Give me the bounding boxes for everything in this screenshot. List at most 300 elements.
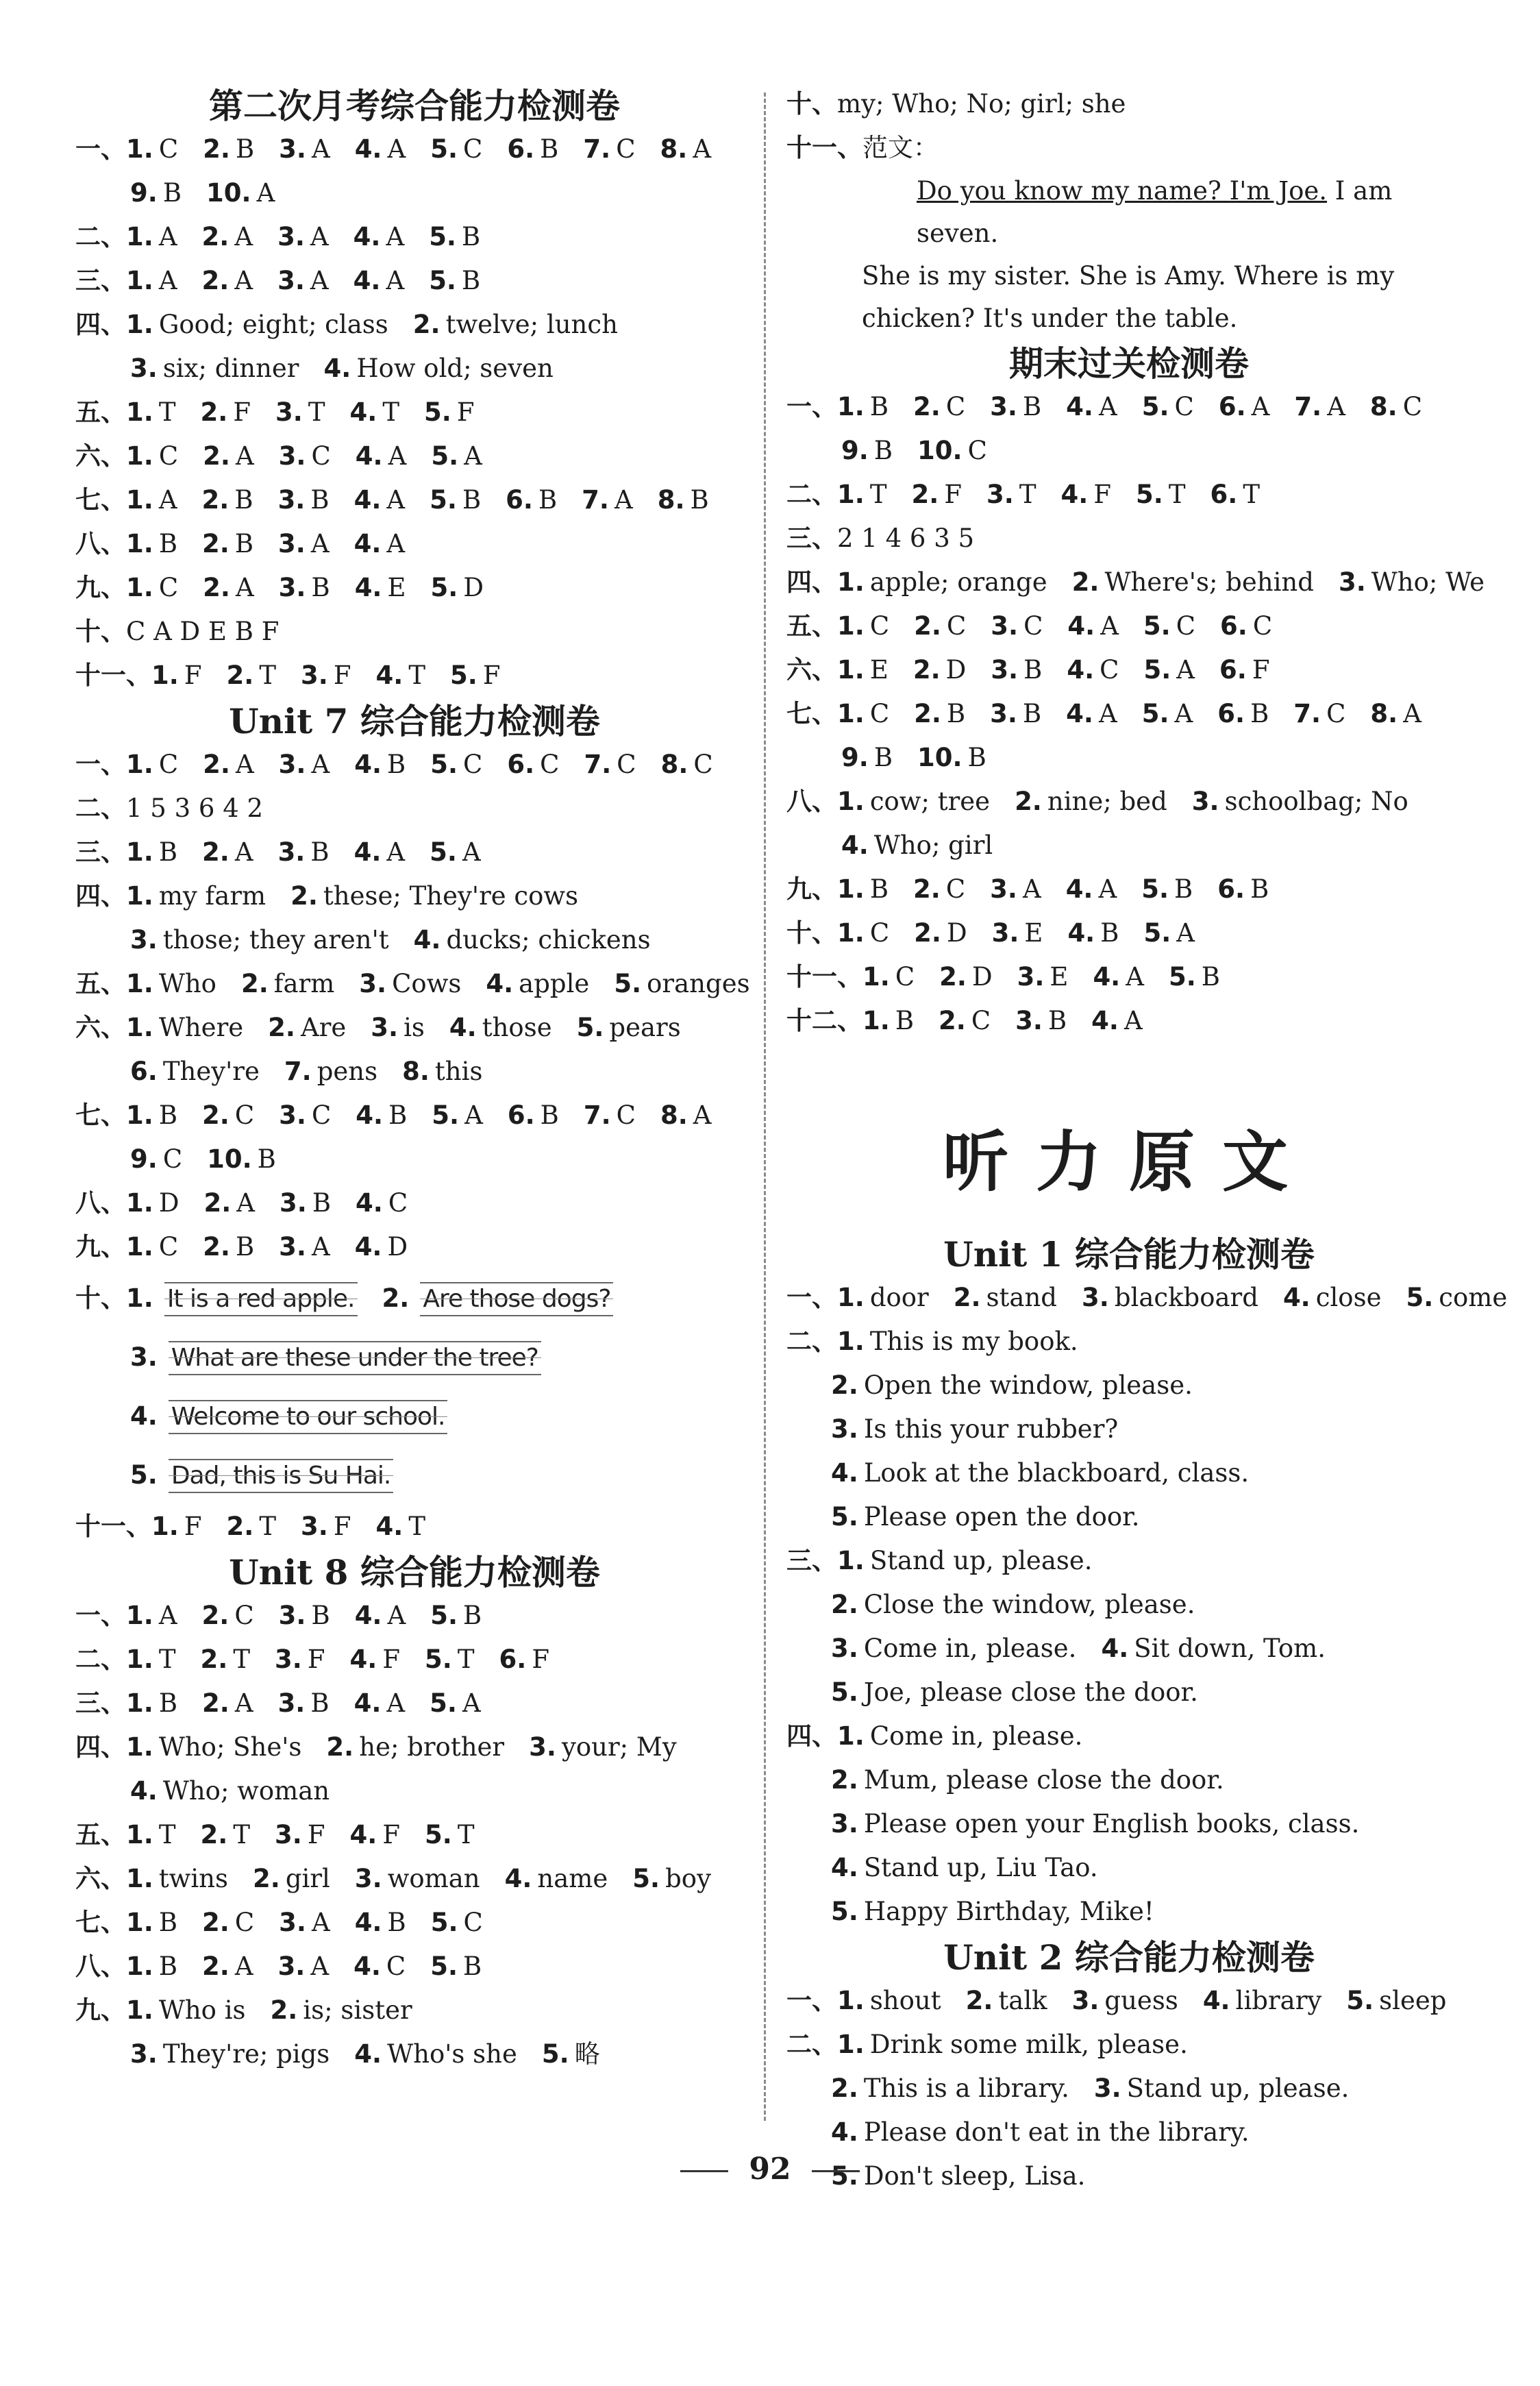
answer-line bbox=[786, 868, 1471, 911]
answer-item bbox=[354, 529, 406, 558]
answer-item bbox=[431, 441, 482, 471]
item-number: 7. bbox=[583, 134, 611, 164]
item-answer: Please don't eat in the library. bbox=[863, 2117, 1250, 2147]
item-answer: T bbox=[308, 397, 325, 427]
item-answer: C A D E B F bbox=[126, 617, 280, 646]
answer-item bbox=[280, 1188, 331, 1218]
answer-item bbox=[1061, 480, 1112, 509]
item-number: 2. bbox=[200, 1820, 228, 1849]
item-number: 2. bbox=[201, 1601, 229, 1630]
item-number: 4. bbox=[353, 837, 382, 867]
question-label: 四、 bbox=[75, 881, 126, 911]
item-answer: A bbox=[158, 485, 177, 515]
answer-item bbox=[577, 1013, 681, 1042]
answer-item bbox=[831, 1590, 1195, 1619]
item-answer: A bbox=[235, 750, 254, 779]
answer-item bbox=[831, 2074, 1069, 2103]
item-number: 1. bbox=[837, 1327, 865, 1356]
item-answer: T bbox=[259, 1512, 276, 1541]
question-label: 六、 bbox=[75, 1013, 126, 1042]
item-answer: B bbox=[1022, 699, 1042, 728]
question-label: 五、 bbox=[75, 969, 126, 998]
answer-item bbox=[201, 1820, 251, 1849]
answer-item bbox=[841, 743, 893, 772]
answer-item bbox=[1067, 655, 1119, 685]
answer-item bbox=[507, 134, 558, 164]
answer-item bbox=[202, 1688, 253, 1718]
answer-line bbox=[75, 391, 754, 434]
item-answer: A bbox=[386, 222, 405, 251]
answer-line bbox=[786, 82, 1471, 126]
answer-item bbox=[831, 1502, 1140, 1532]
section-midterm-tail bbox=[786, 82, 1471, 170]
answer-line bbox=[786, 1890, 1471, 1934]
answer-item bbox=[301, 661, 351, 690]
item-number: 2. bbox=[203, 1232, 230, 1262]
item-answer: T bbox=[233, 1645, 250, 1674]
answer-item bbox=[207, 1144, 276, 1174]
answer-item bbox=[126, 1864, 228, 1893]
answer-item bbox=[353, 1952, 406, 1981]
item-number: 5. bbox=[1143, 918, 1171, 948]
answer-item bbox=[1143, 918, 1195, 948]
section-unit7 bbox=[75, 698, 754, 1269]
item-answer: B bbox=[463, 1952, 482, 1981]
answer-item bbox=[450, 661, 501, 690]
item-answer: C bbox=[158, 750, 179, 779]
answer-item bbox=[991, 655, 1042, 685]
essay-line2: She is my sister. She is Amy. Where is my bbox=[862, 261, 1395, 291]
item-answer: A bbox=[462, 1688, 481, 1718]
answer-item bbox=[271, 1995, 412, 2025]
item-number: 4. bbox=[1060, 480, 1089, 509]
item-number: 3. bbox=[354, 1864, 382, 1893]
item-answer: F bbox=[184, 1512, 202, 1541]
answer-item bbox=[914, 918, 967, 948]
question-label: 三、 bbox=[786, 524, 837, 553]
item-answer: F bbox=[382, 1820, 400, 1849]
item-number: 2. bbox=[226, 1512, 254, 1541]
answer-item bbox=[837, 524, 974, 553]
answer-item bbox=[376, 1512, 426, 1541]
answer-item bbox=[1136, 480, 1186, 509]
item-number: 2. bbox=[326, 1732, 354, 1762]
answer-line bbox=[786, 1539, 1471, 1583]
right-column bbox=[786, 82, 1508, 2198]
item-number: 4. bbox=[353, 485, 382, 515]
answer-item bbox=[841, 831, 993, 860]
question-label: 八、 bbox=[75, 1188, 126, 1218]
item-number: 1. bbox=[837, 874, 865, 904]
item-number: 5. bbox=[430, 1688, 457, 1718]
item-answer: Who; She's bbox=[158, 1732, 302, 1762]
item-answer: C bbox=[1176, 611, 1196, 641]
item-number: 3. bbox=[278, 750, 306, 779]
answer-item bbox=[1094, 2074, 1350, 2103]
question-label: 七、 bbox=[786, 699, 837, 728]
answer-item bbox=[202, 1100, 254, 1130]
item-number: 2. bbox=[939, 1006, 966, 1035]
answer-item bbox=[542, 2039, 600, 2069]
answer-item bbox=[414, 925, 651, 955]
item-number: 5. bbox=[431, 441, 459, 471]
item-number: 4. bbox=[349, 1820, 377, 1849]
answer-item bbox=[584, 1100, 636, 1130]
item-number: 2. bbox=[914, 611, 941, 641]
item-number: 4. bbox=[353, 529, 382, 558]
item-number: 2. bbox=[203, 1188, 232, 1218]
item-answer: Please open your English books, class. bbox=[863, 1809, 1360, 1838]
item-number: 1. bbox=[126, 1013, 153, 1042]
item-answer: T bbox=[408, 661, 425, 690]
item-number: 5. bbox=[430, 573, 458, 602]
answer-line bbox=[786, 517, 1471, 561]
item-number: 1. bbox=[837, 699, 865, 728]
item-answer: B bbox=[310, 485, 330, 515]
item-answer: C bbox=[946, 611, 967, 641]
answer-line bbox=[75, 1225, 754, 1269]
item-number: 1. bbox=[126, 969, 153, 998]
item-answer: those bbox=[482, 1013, 552, 1042]
item-answer: my; Who; No; girl; she bbox=[837, 89, 1126, 119]
answer-line bbox=[75, 347, 754, 391]
answer-line bbox=[75, 303, 754, 347]
item-answer: B bbox=[387, 750, 406, 779]
item-answer: Who; woman bbox=[162, 1776, 330, 1806]
answer-item bbox=[986, 480, 1036, 509]
item-number: 3. bbox=[277, 1952, 306, 1981]
item-number: 2. bbox=[382, 1283, 410, 1313]
item-answer: A bbox=[1098, 699, 1117, 728]
handwritten-answer: What are these under the tree? bbox=[169, 1341, 541, 1375]
item-number: 2. bbox=[913, 874, 941, 904]
item-answer: A bbox=[386, 837, 406, 867]
answer-item bbox=[355, 1864, 480, 1893]
handwritten-answer: Dad, this is Su Hai. bbox=[169, 1459, 394, 1493]
answer-item bbox=[831, 1634, 1076, 1663]
item-number: 3. bbox=[990, 874, 1017, 904]
item-answer: B bbox=[235, 1232, 255, 1262]
answer-line bbox=[75, 1682, 754, 1725]
item-number: 5. bbox=[425, 1820, 452, 1849]
item-number: 2. bbox=[202, 837, 229, 867]
item-number: 2. bbox=[290, 881, 318, 911]
item-number: 1. bbox=[837, 1546, 865, 1575]
item-number: 5. bbox=[430, 485, 457, 515]
answer-item bbox=[837, 874, 889, 904]
answer-item bbox=[424, 397, 475, 427]
section-unit8 bbox=[75, 1549, 754, 2076]
handwritten-answer: Welcome to our school. bbox=[169, 1400, 448, 1434]
question-label: 九、 bbox=[786, 874, 837, 904]
item-answer: They're bbox=[162, 1057, 260, 1086]
item-number: 4. bbox=[1066, 392, 1093, 421]
item-number: 4. bbox=[353, 1688, 382, 1718]
item-answer: A bbox=[310, 529, 330, 558]
item-number: 5. bbox=[429, 266, 456, 295]
item-number: 3. bbox=[130, 2039, 158, 2069]
item-answer: pens bbox=[316, 1057, 378, 1086]
answer-line bbox=[75, 1505, 754, 1549]
answer-line bbox=[75, 1181, 754, 1225]
answer-item bbox=[202, 222, 253, 251]
answer-item bbox=[1093, 962, 1144, 992]
answer-line bbox=[786, 429, 1471, 473]
item-answer: girl bbox=[285, 1864, 330, 1893]
answer-item bbox=[917, 743, 986, 772]
answer-line bbox=[75, 434, 754, 478]
answer-item bbox=[837, 1721, 1082, 1751]
item-number: 3. bbox=[275, 397, 303, 427]
item-answer: T bbox=[1019, 480, 1036, 509]
item-answer: B bbox=[869, 874, 889, 904]
item-answer: 1 5 3 6 4 2 bbox=[126, 794, 264, 823]
item-answer: talk bbox=[998, 1986, 1047, 2015]
item-answer: A bbox=[1022, 874, 1041, 904]
item-number: 3. bbox=[277, 837, 306, 867]
answer-item bbox=[227, 661, 277, 690]
item-number: 2. bbox=[268, 1013, 295, 1042]
item-number: 3. bbox=[1338, 567, 1366, 597]
item-answer: C bbox=[616, 134, 636, 164]
answer-item bbox=[277, 266, 329, 295]
answer-item bbox=[202, 1601, 254, 1630]
answer-item bbox=[359, 969, 461, 998]
answer-item bbox=[126, 573, 178, 602]
answer-line bbox=[786, 126, 1471, 170]
item-number: 7. bbox=[284, 1057, 312, 1086]
answer-item bbox=[1066, 699, 1117, 728]
item-answer: F bbox=[482, 661, 501, 690]
item-number: 1. bbox=[126, 881, 153, 911]
item-answer: A bbox=[388, 441, 407, 471]
item-answer: C bbox=[463, 134, 483, 164]
item-answer: my farm bbox=[158, 881, 266, 911]
item-answer: F bbox=[1252, 655, 1270, 685]
answer-item bbox=[279, 1601, 330, 1630]
answer-item bbox=[1142, 699, 1193, 728]
item-number: 4. bbox=[449, 1013, 477, 1042]
item-answer: schoolbag; No bbox=[1224, 787, 1408, 816]
item-answer: F bbox=[1093, 480, 1111, 509]
item-answer: A bbox=[235, 441, 254, 471]
answer-item bbox=[837, 1283, 929, 1312]
answer-item bbox=[130, 1342, 541, 1372]
item-number: 5. bbox=[1143, 611, 1171, 641]
answer-item bbox=[837, 2030, 1188, 2059]
listening-title: 听力原文 bbox=[943, 1123, 1315, 1201]
item-answer: C bbox=[162, 1144, 183, 1174]
answer-item bbox=[831, 1458, 1249, 1488]
answer-item bbox=[126, 1995, 246, 2025]
item-answer: B bbox=[158, 1688, 178, 1718]
item-answer: A bbox=[311, 750, 330, 779]
answer-item bbox=[126, 750, 178, 779]
item-number: 1. bbox=[837, 567, 865, 597]
answer-item bbox=[201, 397, 251, 427]
item-number: 5. bbox=[831, 1897, 858, 1926]
answer-item bbox=[278, 1952, 330, 1981]
answer-item bbox=[1210, 480, 1260, 509]
item-answer: C bbox=[1174, 392, 1194, 421]
item-number: 3. bbox=[130, 1342, 158, 1372]
answer-item bbox=[1066, 874, 1117, 904]
question-label: 一、 bbox=[786, 392, 837, 421]
answer-item bbox=[354, 2039, 517, 2069]
answer-line bbox=[786, 780, 1471, 824]
answer-item bbox=[355, 573, 406, 602]
item-number: 2. bbox=[200, 397, 228, 427]
answer-item bbox=[355, 1232, 408, 1262]
item-number: 1. bbox=[837, 1721, 865, 1751]
item-answer: F bbox=[382, 1645, 400, 1674]
item-number: 3. bbox=[280, 1188, 307, 1218]
item-answer: A bbox=[1098, 392, 1117, 421]
item-answer: T bbox=[1168, 480, 1186, 509]
item-answer: T bbox=[408, 1512, 425, 1541]
item-number: 4. bbox=[504, 1864, 532, 1893]
answer-item bbox=[1169, 962, 1220, 992]
question-label: 一、 bbox=[786, 1986, 837, 2015]
item-number: 2. bbox=[911, 480, 939, 509]
item-answer: boy bbox=[665, 1864, 711, 1893]
item-number: 3. bbox=[991, 918, 1019, 948]
item-answer: T bbox=[158, 1645, 176, 1674]
section-title: 期末过关检测卷 bbox=[1009, 343, 1249, 384]
answer-item bbox=[253, 1864, 330, 1893]
answer-item bbox=[862, 1006, 914, 1035]
answer-item bbox=[126, 529, 177, 558]
answer-item bbox=[1217, 874, 1269, 904]
answer-item bbox=[203, 134, 254, 164]
answer-item bbox=[1143, 611, 1195, 641]
answer-line bbox=[75, 1050, 754, 1094]
answer-line bbox=[786, 385, 1471, 429]
item-number: 1. bbox=[126, 266, 153, 295]
item-answer: these; They're cows bbox=[323, 881, 579, 911]
question-label: 二、 bbox=[75, 1645, 126, 1674]
item-number: 5. bbox=[1136, 480, 1163, 509]
answer-item bbox=[1066, 392, 1117, 421]
item-answer: A bbox=[386, 529, 406, 558]
item-number: 1. bbox=[837, 392, 865, 421]
item-number: 1. bbox=[126, 222, 153, 251]
answer-line bbox=[75, 566, 754, 610]
answer-item bbox=[130, 1144, 182, 1174]
item-answer: C bbox=[463, 1908, 483, 1937]
item-answer: D bbox=[946, 918, 967, 948]
item-answer: B bbox=[895, 1006, 915, 1035]
answer-item bbox=[203, 750, 254, 779]
item-answer: B bbox=[1250, 699, 1269, 728]
item-number: 1. bbox=[126, 1188, 153, 1218]
item-number: 4. bbox=[354, 1232, 382, 1262]
answer-item bbox=[912, 480, 962, 509]
answer-item bbox=[413, 310, 618, 339]
answer-item bbox=[1346, 1986, 1446, 2015]
answer-line bbox=[786, 736, 1471, 780]
section-title: Unit 2 综合能力检测卷 bbox=[943, 1937, 1315, 1978]
item-answer: Come in, please. bbox=[869, 1721, 1083, 1751]
answer-item bbox=[992, 918, 1043, 948]
answer-item bbox=[202, 1908, 254, 1937]
answer-line bbox=[75, 1901, 754, 1945]
item-answer: A bbox=[234, 837, 253, 867]
item-answer: Please open the door. bbox=[863, 1502, 1140, 1532]
answer-line bbox=[75, 1813, 754, 1857]
item-number: 3. bbox=[278, 529, 306, 558]
item-answer: pears bbox=[609, 1013, 681, 1042]
answer-item bbox=[430, 837, 481, 867]
answer-item bbox=[837, 480, 887, 509]
item-number: 3. bbox=[1015, 1006, 1043, 1035]
answer-item bbox=[1072, 1986, 1178, 2015]
item-answer: B bbox=[1047, 1006, 1067, 1035]
answer-item bbox=[430, 1688, 481, 1718]
item-number: 5. bbox=[430, 750, 458, 779]
item-answer: A bbox=[1174, 699, 1193, 728]
item-answer: D bbox=[463, 573, 484, 602]
item-number: 1. bbox=[837, 918, 865, 948]
item-answer: A bbox=[311, 1232, 330, 1262]
answer-item bbox=[126, 969, 216, 998]
answer-item bbox=[301, 1512, 351, 1541]
answer-item bbox=[126, 266, 177, 295]
item-answer: B bbox=[873, 436, 893, 465]
answer-item bbox=[275, 1645, 325, 1674]
question-label: 四、 bbox=[75, 1732, 126, 1762]
handwriting-line bbox=[75, 1328, 754, 1387]
item-number: 6. bbox=[506, 485, 533, 515]
item-answer: C bbox=[158, 134, 179, 164]
item-answer: B bbox=[1174, 874, 1193, 904]
item-answer: E bbox=[1050, 962, 1069, 992]
answer-line bbox=[75, 259, 754, 303]
question-label: 五、 bbox=[786, 611, 837, 641]
answer-item bbox=[1067, 611, 1119, 641]
answer-item bbox=[1370, 392, 1422, 421]
item-answer: A bbox=[693, 1100, 712, 1130]
item-number: 1. bbox=[126, 1908, 153, 1937]
item-number: 6. bbox=[1220, 611, 1247, 641]
handwritten-answer: Are those dogs? bbox=[420, 1282, 613, 1316]
answer-item bbox=[837, 1327, 1078, 1356]
item-answer: is bbox=[403, 1013, 425, 1042]
item-number: 1. bbox=[126, 1645, 153, 1674]
item-number: 4. bbox=[841, 831, 869, 860]
item-answer: sleep bbox=[1379, 1986, 1447, 2015]
question-label: 二、 bbox=[786, 1327, 837, 1356]
answer-item bbox=[290, 881, 578, 911]
item-number: 4. bbox=[353, 222, 381, 251]
section-title: Unit 7 综合能力检测卷 bbox=[229, 701, 600, 741]
item-number: 1. bbox=[837, 787, 865, 816]
item-answer: This is a library. bbox=[863, 2074, 1069, 2103]
answer-item bbox=[354, 750, 406, 779]
question-label: 十、 bbox=[786, 89, 837, 119]
item-answer: F bbox=[944, 480, 962, 509]
item-number: 5. bbox=[432, 1100, 460, 1130]
item-number: 3. bbox=[831, 1414, 858, 1444]
item-number: 4. bbox=[323, 354, 351, 383]
answer-item bbox=[431, 573, 484, 602]
item-answer: C bbox=[234, 1100, 255, 1130]
question-label: 三、 bbox=[75, 1688, 126, 1718]
item-number: 2. bbox=[203, 134, 230, 164]
answer-line bbox=[786, 1627, 1471, 1671]
item-answer: B bbox=[312, 1188, 332, 1218]
item-number: 8. bbox=[660, 1100, 688, 1130]
